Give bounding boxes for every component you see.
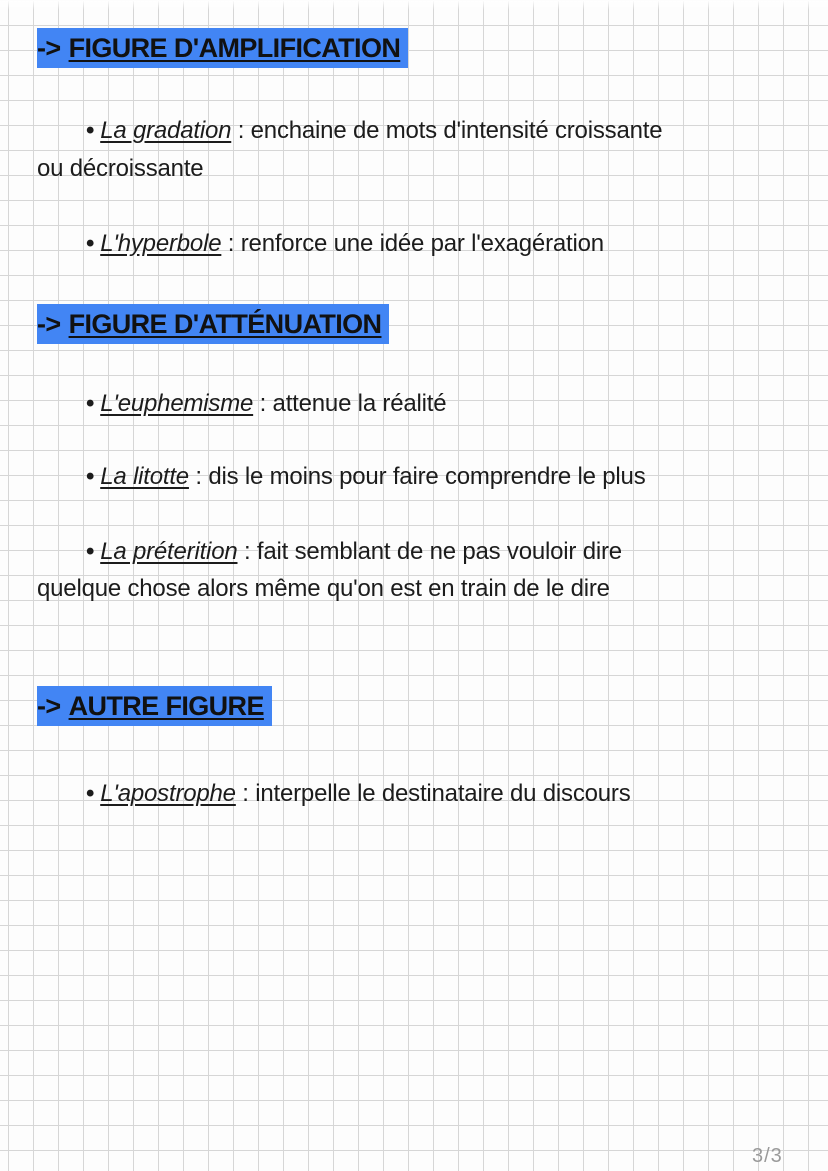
list-item-hyperbole bbox=[86, 225, 604, 262]
term-label: L'hyperbole bbox=[100, 230, 222, 257]
heading-arrow: -> bbox=[37, 691, 61, 721]
term-label: L'apostrophe bbox=[100, 780, 236, 807]
term-description: : enchaine de mots d'intensité croissante bbox=[231, 117, 663, 144]
bullet-icon: • bbox=[86, 463, 95, 490]
list-item-preterition bbox=[86, 533, 622, 570]
bullet-icon: • bbox=[86, 538, 95, 565]
heading-arrow: -> bbox=[37, 309, 61, 339]
list-item-litotte bbox=[86, 458, 646, 495]
bullet-icon: • bbox=[86, 390, 95, 417]
section-heading-attenuation bbox=[37, 304, 389, 344]
bullet-icon: • bbox=[86, 230, 95, 257]
term-label: La préterition bbox=[100, 538, 238, 565]
bullet-icon: • bbox=[86, 117, 95, 144]
list-item-continuation: ou décroissante bbox=[37, 155, 204, 182]
list-item-continuation: quelque chose alors même qu'on est en train de le dire bbox=[37, 575, 610, 602]
section-heading-autre bbox=[37, 686, 272, 726]
list-item-euphemisme bbox=[86, 385, 446, 422]
heading-arrow: -> bbox=[37, 33, 61, 63]
term-label: La litotte bbox=[100, 463, 189, 490]
term-description: : renforce une idée par l'exagération bbox=[221, 230, 604, 257]
term-description: : dis le moins pour faire comprendre le plus bbox=[188, 463, 646, 490]
term-description: : interpelle le destinataire du discours bbox=[235, 780, 631, 807]
term-description: : attenue la réalité bbox=[253, 390, 447, 417]
section-heading-amplification bbox=[37, 28, 408, 68]
top-fade bbox=[0, 0, 828, 10]
heading-title: FIGURE D'ATTÉNUATION bbox=[68, 309, 382, 339]
list-item-gradation bbox=[86, 112, 662, 149]
term-label: L'euphemisme bbox=[100, 390, 254, 417]
bullet-icon: • bbox=[86, 780, 95, 807]
heading-title: AUTRE FIGURE bbox=[68, 691, 264, 721]
term-label: La gradation bbox=[100, 117, 232, 144]
list-item-apostrophe bbox=[86, 775, 631, 812]
heading-title: FIGURE D'AMPLIFICATION bbox=[68, 33, 401, 63]
term-description: : fait semblant de ne pas vouloir dire bbox=[237, 538, 622, 565]
page-number: 3/3 bbox=[752, 1145, 783, 1167]
